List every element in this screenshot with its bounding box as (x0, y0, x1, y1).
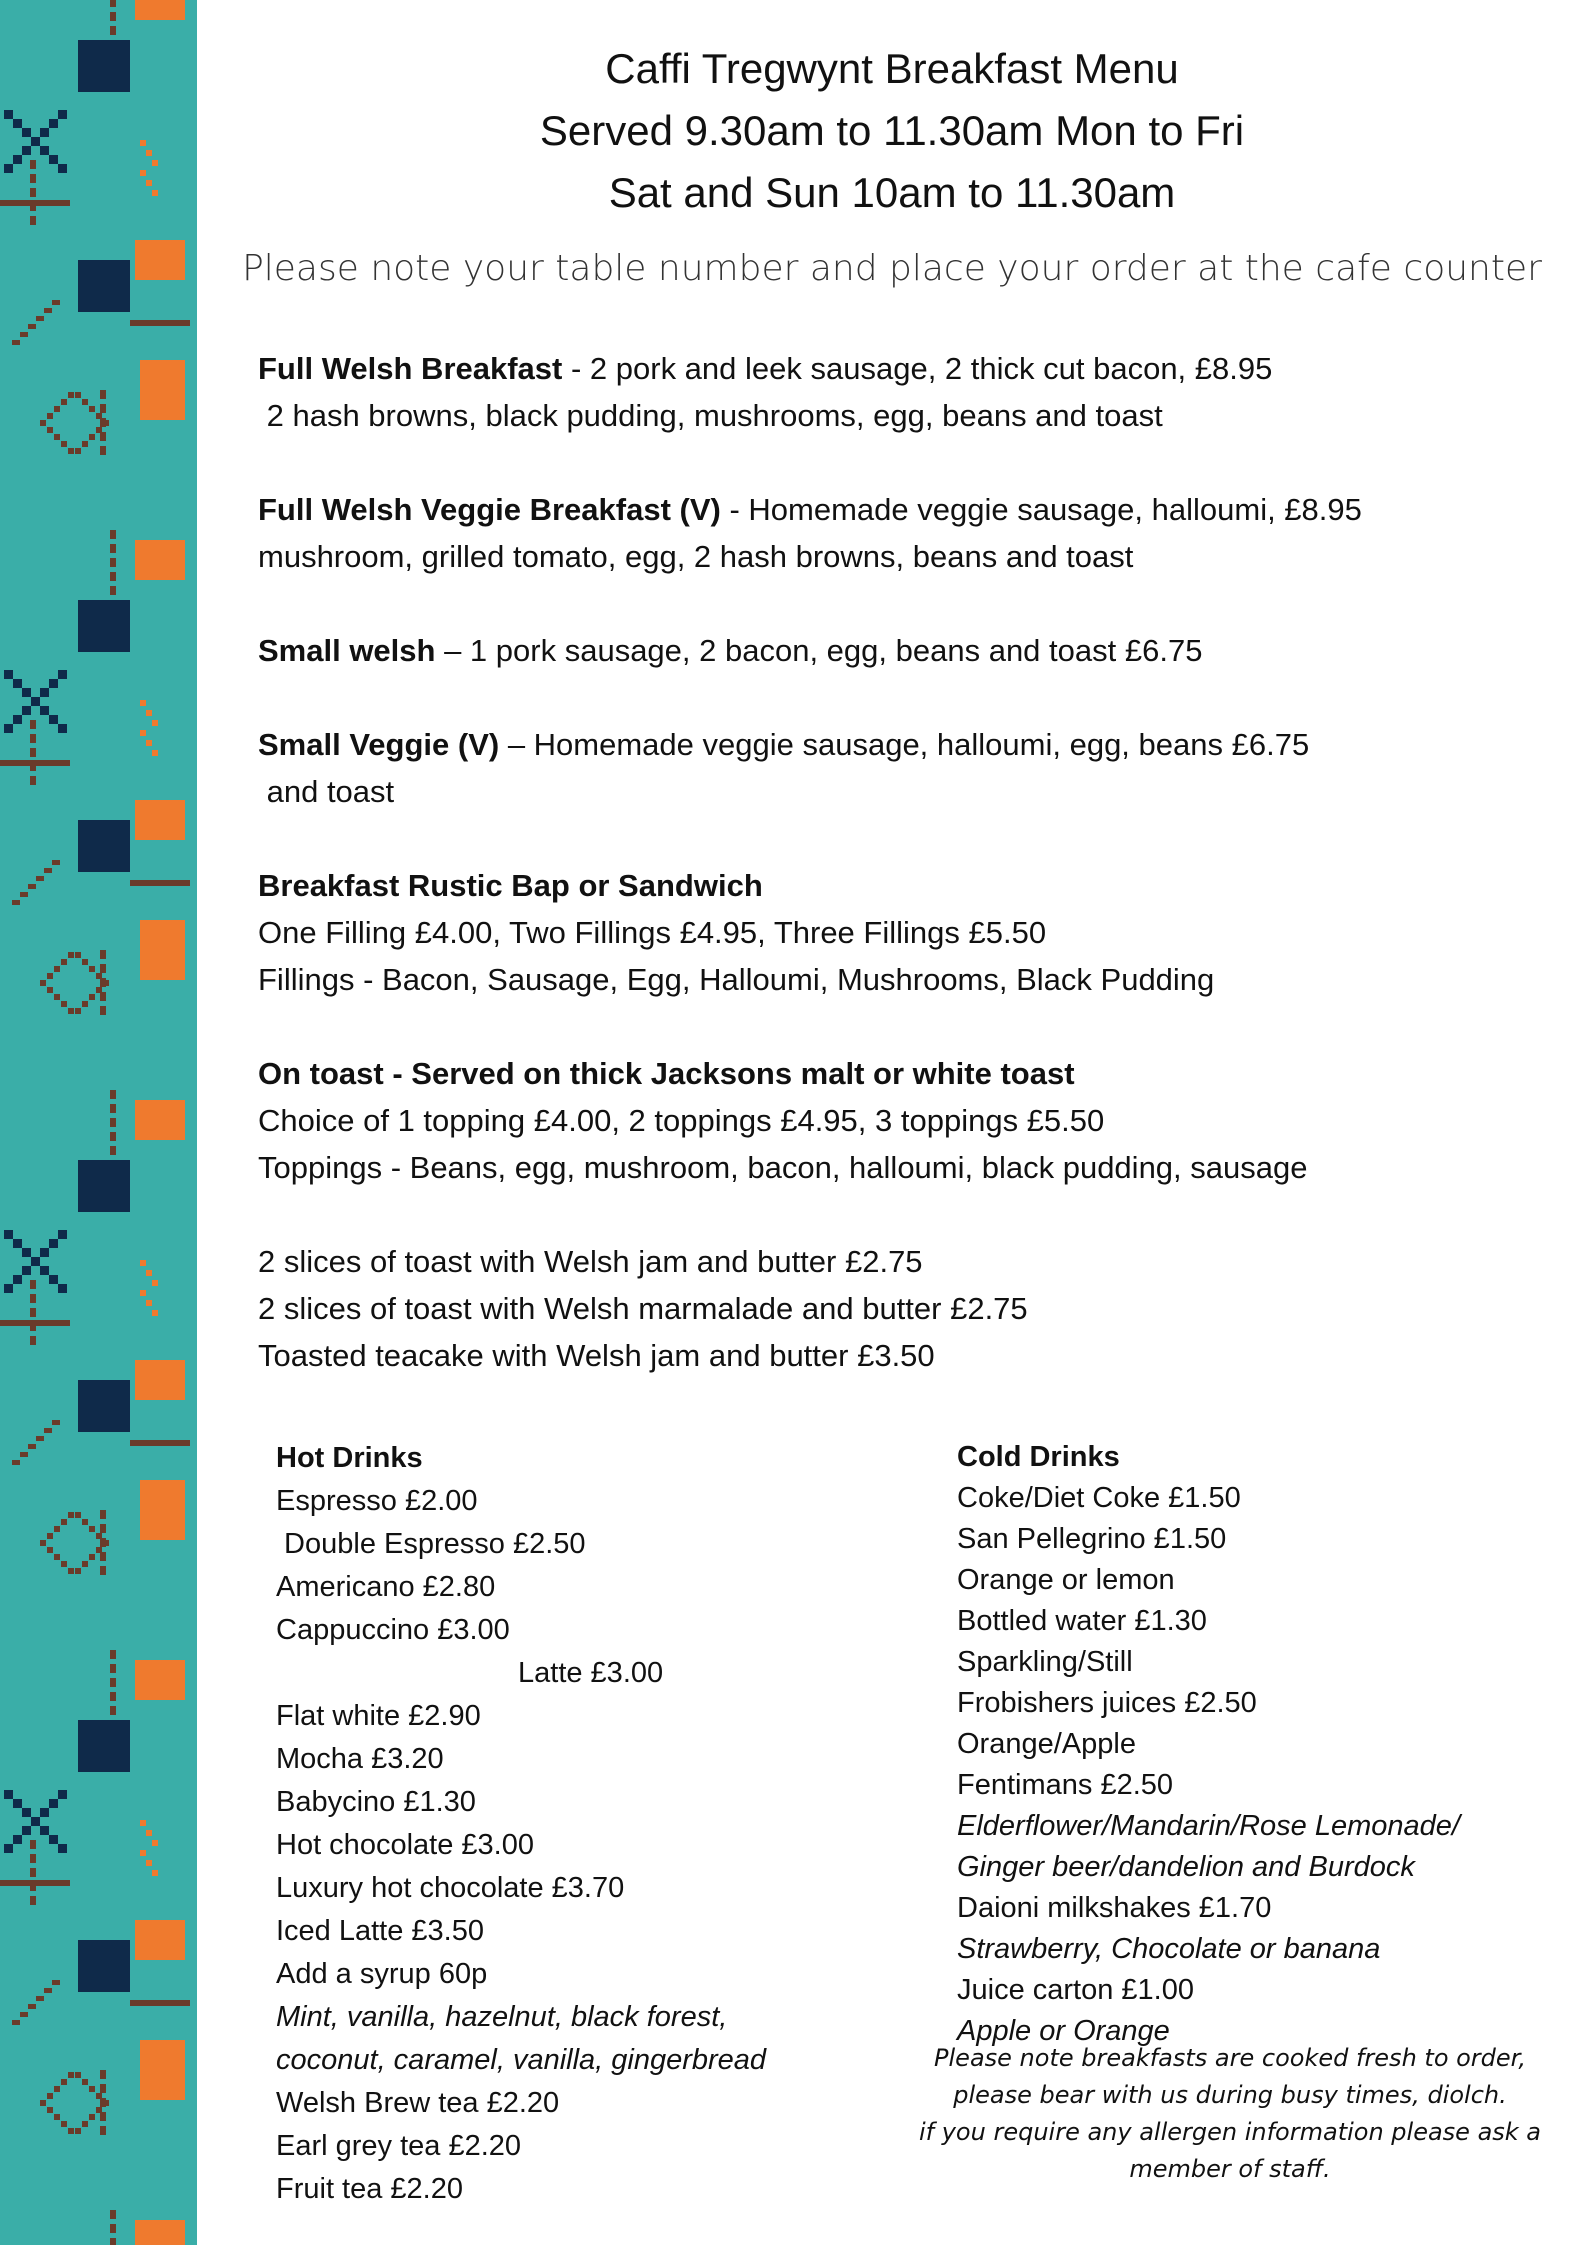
woven-border-pattern (0, 0, 197, 2245)
item-description: 2 hash browns, black pudding, mushrooms, egg, beans and toast (258, 398, 1163, 433)
drink-item: Frobishers juices £2.50 (957, 1687, 1257, 1719)
item-name: Small welsh (258, 633, 436, 668)
small-veggie (258, 721, 1309, 815)
item-description: - 2 pork and leek sausage, 2 thick cut bacon, £8.95 (562, 351, 1273, 386)
drink-item: Daioni milkshakes £1.70 (957, 1892, 1272, 1924)
weekday-hours: Served 9.30am to 11.30am Mon to Fri (539, 107, 1245, 154)
drink-options: Apple or Orange (957, 2015, 1170, 2047)
footnote-line: Please note breakfasts are cooked fresh to order, (934, 2044, 1526, 2072)
drink-options: Elderflower/Mandarin/Rose Lemonade/ (957, 1810, 1460, 1842)
small-welsh (258, 627, 1202, 674)
drink-item: Americano £2.80 (276, 1571, 496, 1603)
item-description: and toast (258, 774, 395, 809)
item-toppings: Toppings - Beans, egg, mushroom, bacon, halloumi, black pudding, sausage (258, 1150, 1308, 1185)
cold-drinks-section (957, 1437, 1460, 2052)
extra-item: 2 slices of toast with Welsh marmalade and butter £2.75 (258, 1291, 1028, 1326)
item-name: Small Veggie (V) (258, 727, 500, 762)
syrup-options: Mint, vanilla, hazelnut, black forest, (276, 2001, 728, 2033)
drink-item: San Pellegrino £1.50 (957, 1523, 1227, 1555)
drink-item: Mocha £3.20 (276, 1743, 444, 1775)
extra-item: Toasted teacake with Welsh jam and butter £3.50 (258, 1338, 935, 1373)
drink-item: Earl grey tea £2.20 (276, 2130, 522, 2162)
cold-drinks-heading: Cold Drinks (957, 1441, 1120, 1473)
drink-item: Fentimans £2.50 (957, 1769, 1174, 1801)
drink-item: Flat white £2.90 (276, 1700, 481, 1732)
menu-header (197, 38, 1587, 224)
drink-item: Add a syrup 60p (276, 1958, 488, 1990)
drink-item: Iced Latte £3.50 (276, 1915, 484, 1947)
drink-item: Welsh Brew tea £2.20 (276, 2087, 560, 2119)
drink-item: Hot chocolate £3.00 (276, 1829, 534, 1861)
allergen-footnote (905, 2040, 1555, 2188)
item-name: Full Welsh Breakfast (258, 351, 563, 386)
weekend-hours: Sat and Sun 10am to 11.30am (608, 169, 1176, 216)
item-name: Full Welsh Veggie Breakfast (V) (258, 492, 721, 527)
menu-title: Caffi Tregwynt Breakfast Menu (605, 45, 1179, 92)
order-note: Please note your table number and place your order at the cafe counter (242, 248, 1542, 289)
breakfast-bap (258, 862, 1214, 1003)
hot-drinks-heading: Hot Drinks (276, 1442, 423, 1474)
drink-item: Babycino £1.30 (276, 1786, 476, 1818)
item-description: mushroom, grilled tomato, egg, 2 hash browns, beans and toast (258, 539, 1134, 574)
item-prices: Choice of 1 topping £4.00, 2 toppings £4.95, 3 toppings £5.50 (258, 1103, 1105, 1138)
drink-item: Espresso £2.00 (276, 1485, 478, 1517)
hot-drinks-section (276, 1437, 766, 2211)
item-name: On toast - Served on thick Jacksons malt or white toast (258, 1056, 1075, 1091)
full-welsh-veggie-breakfast (258, 486, 1362, 580)
drink-item: Luxury hot chocolate £3.70 (276, 1872, 625, 1904)
on-toast (258, 1050, 1307, 1191)
footnote-line: if you require any allergen information please ask a (918, 2118, 1542, 2146)
drink-options: Strawberry, Chocolate or banana (957, 1933, 1381, 1965)
extra-item: 2 slices of toast with Welsh jam and butter £2.75 (258, 1244, 923, 1279)
drink-item: Cappuccino £3.00 (276, 1614, 510, 1646)
drink-item: Juice carton £1.00 (957, 1974, 1194, 2006)
item-fillings: Fillings - Bacon, Sausage, Egg, Halloumi, Mushrooms, Black Pudding (258, 962, 1215, 997)
footnote-line: please bear with us during busy times, diolch. (953, 2081, 1507, 2109)
item-prices: One Filling £4.00, Two Fillings £4.95, Three Fillings £5.50 (258, 915, 1047, 950)
drink-options: Ginger beer/dandelion and Burdock (957, 1851, 1415, 1883)
drink-item: Orange or lemon (957, 1564, 1175, 1596)
drink-item: Latte £3.00 (518, 1657, 664, 1689)
full-welsh-breakfast (258, 345, 1272, 439)
footnote-line: member of staff. (1129, 2155, 1331, 2183)
toast-extras (258, 1238, 1028, 1379)
item-description: – 1 pork sausage, 2 bacon, egg, beans and toast £6.75 (435, 633, 1203, 668)
drink-item: Orange/Apple (957, 1728, 1136, 1760)
syrup-options: coconut, caramel, vanilla, gingerbread (276, 2044, 767, 2076)
drink-item: Double Espresso £2.50 (276, 1528, 586, 1560)
drink-item: Coke/Diet Coke £1.50 (957, 1482, 1241, 1514)
item-description: – Homemade veggie sausage, halloumi, egg, beans £6.75 (499, 727, 1310, 762)
item-description: - Homemade veggie sausage, halloumi, £8.95 (720, 492, 1362, 527)
drink-item: Sparkling/Still (957, 1646, 1133, 1678)
item-name: Breakfast Rustic Bap or Sandwich (258, 868, 763, 903)
drink-item: Bottled water £1.30 (957, 1605, 1207, 1637)
drink-item: Fruit tea £2.20 (276, 2173, 463, 2205)
